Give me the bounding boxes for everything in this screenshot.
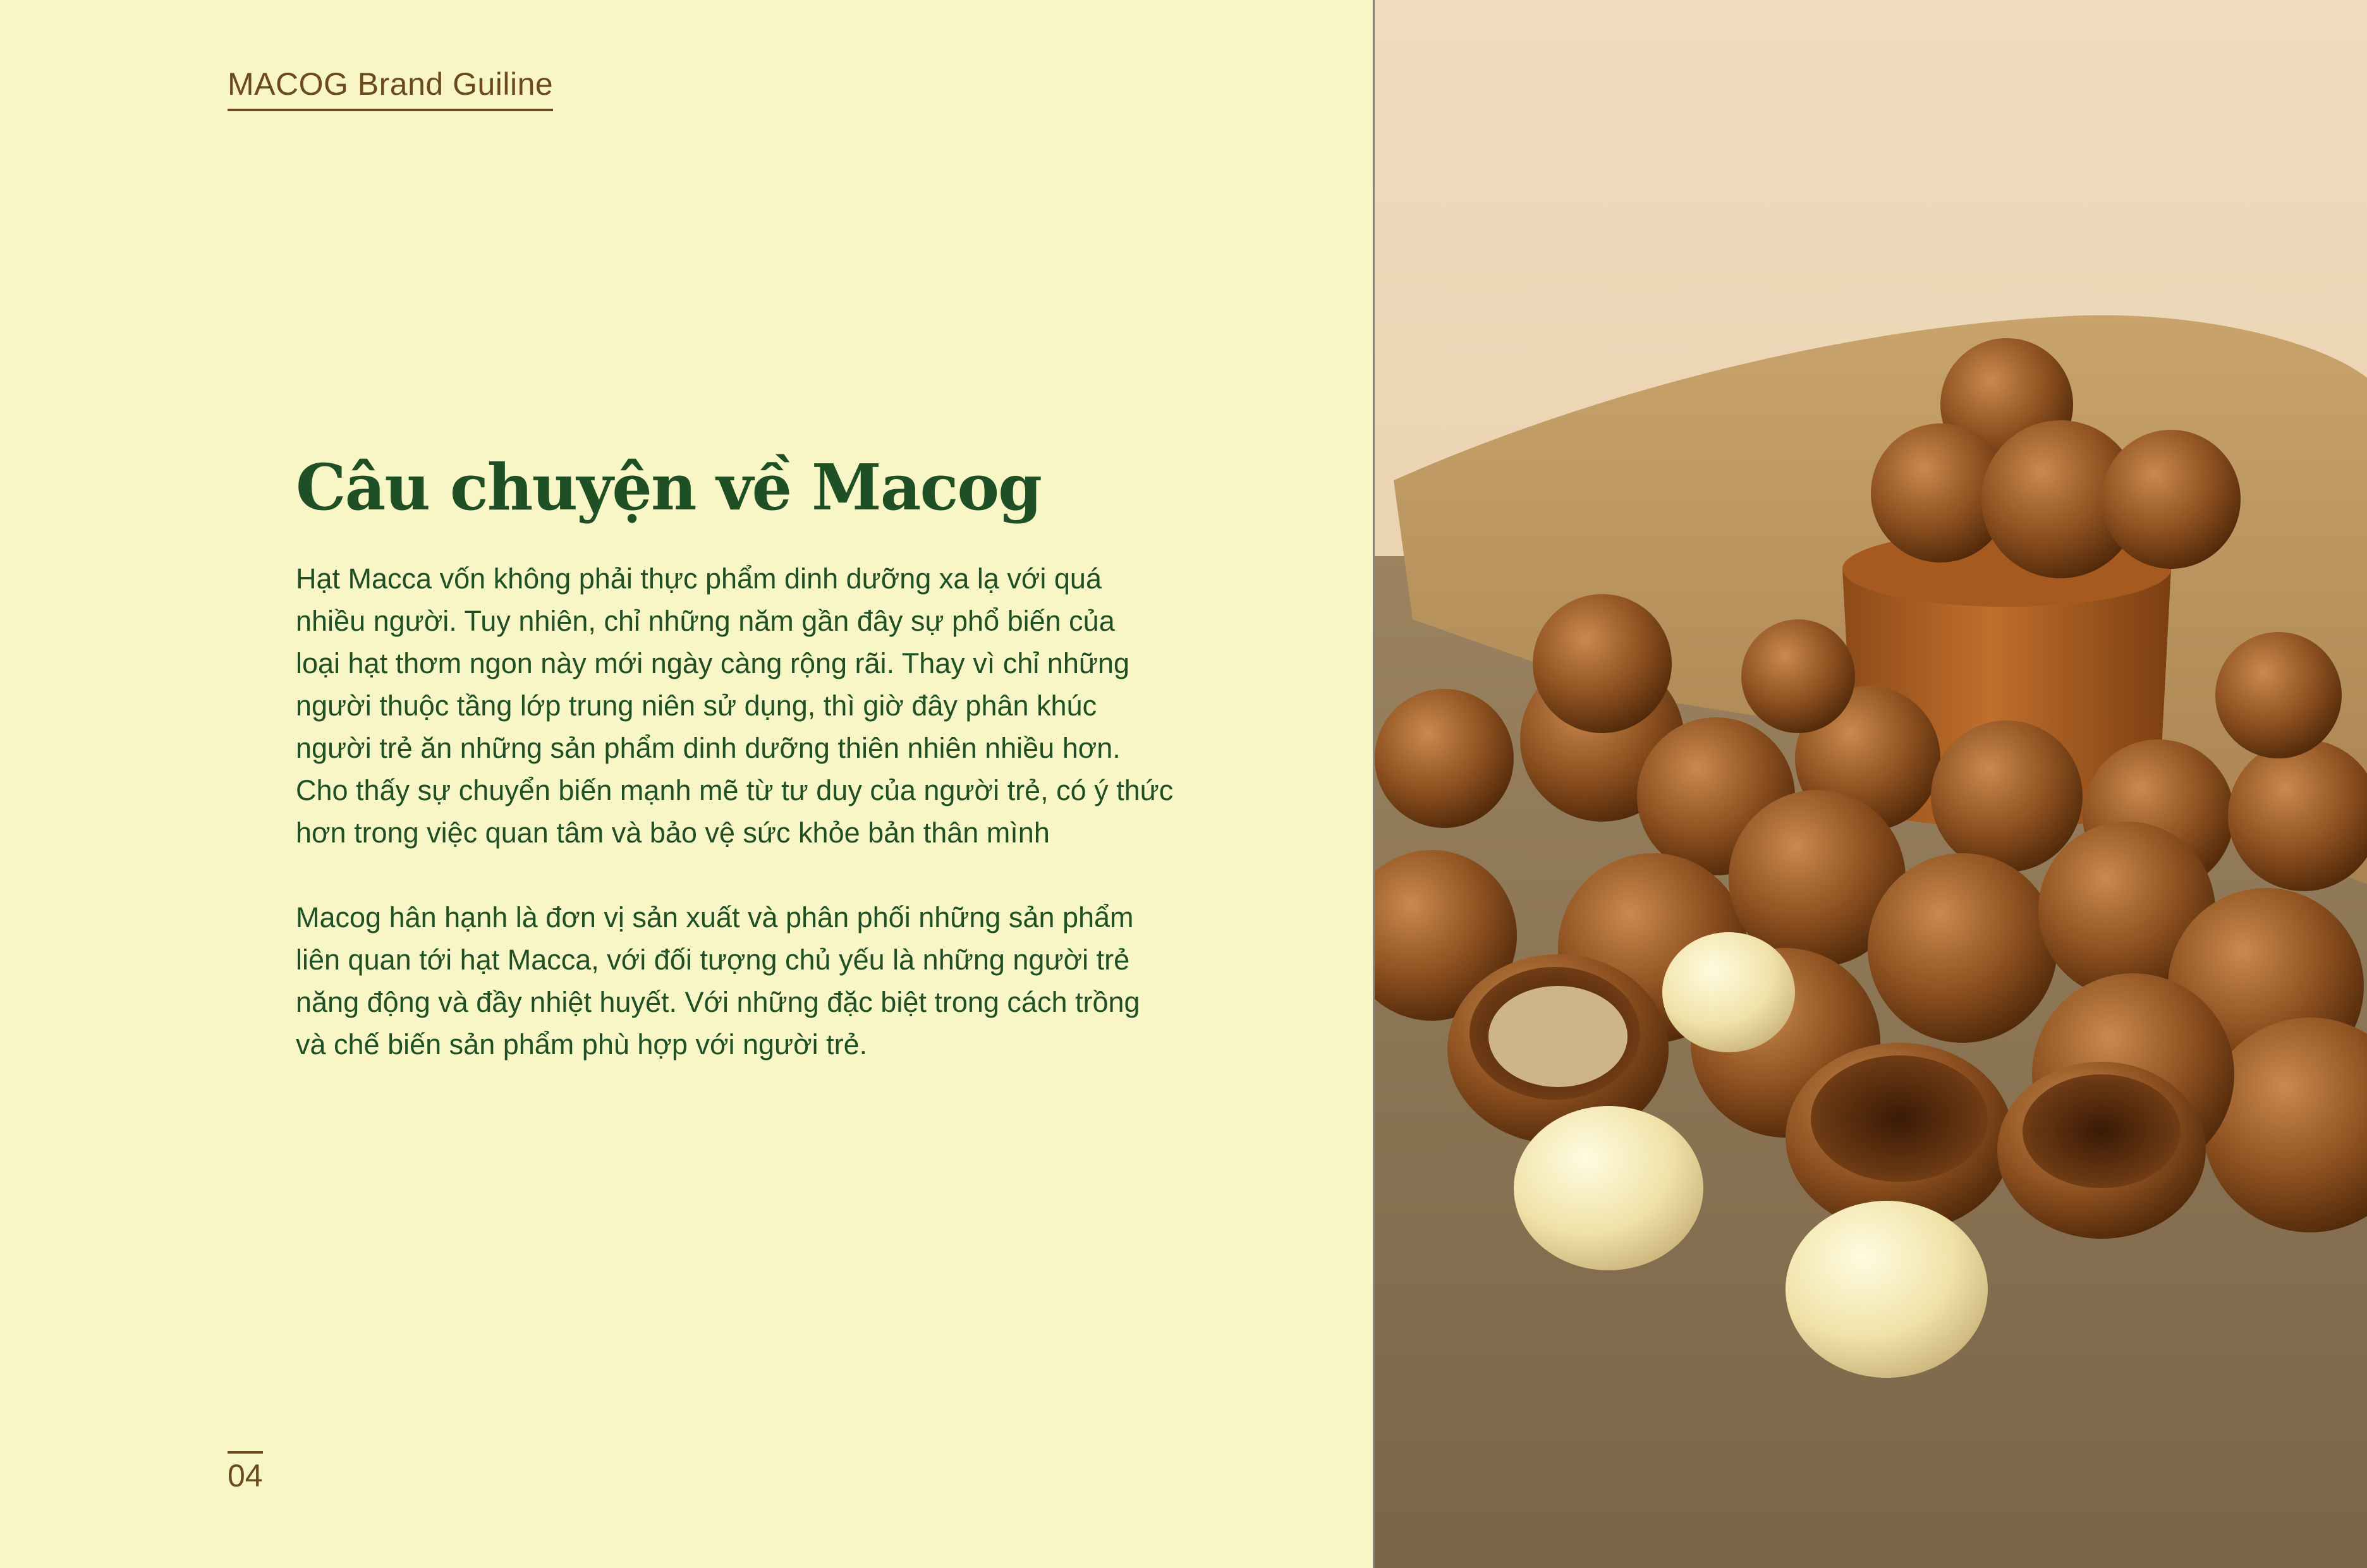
page-title: Câu chuyện về Macog [296,450,1041,525]
paragraph-2: Macog hân hạnh là đơn vị sản xuất và phân phối những sản phẩm liên quan tới hạt Macca, với đối tượng chủ yếu là những người trẻ năng động và đầy nhiệt huyết. Với những đặc biệt trong cách trồng và chế biến sản phẩm phù hợp với người trẻ. [296,901,1140,1061]
paragraph-spacer [296,854,1282,896]
paragraph-1: Hạt Macca vốn không phải thực phẩm dinh dưỡng xa lạ với quá nhiều người. Tuy nhiên, chỉ những năm gần đây sự phổ biến của loại hạt thơm ngon này mới ngày càng rộng rãi. Thay vì chỉ những người thuộc tầng lớp trung niên sử dụng, thì giờ đây phân khúc người trẻ ăn những sản phẩm dinh dưỡng thiên nhiên nhiều hơn. Cho thấy sự chuyển biến mạnh mẽ từ tư duy của người trẻ, có ý thức hơn trong việc quan tâm và bảo vệ sức khỏe bản thân mình [296,562,1174,849]
body-text [296,557,1282,1066]
brand-header: MACOG Brand Guiline [228,66,553,111]
macadamia-photo [1373,0,2367,1568]
page-number: 04 [228,1451,263,1494]
macadamia-photo-illustration [1375,0,2367,1568]
